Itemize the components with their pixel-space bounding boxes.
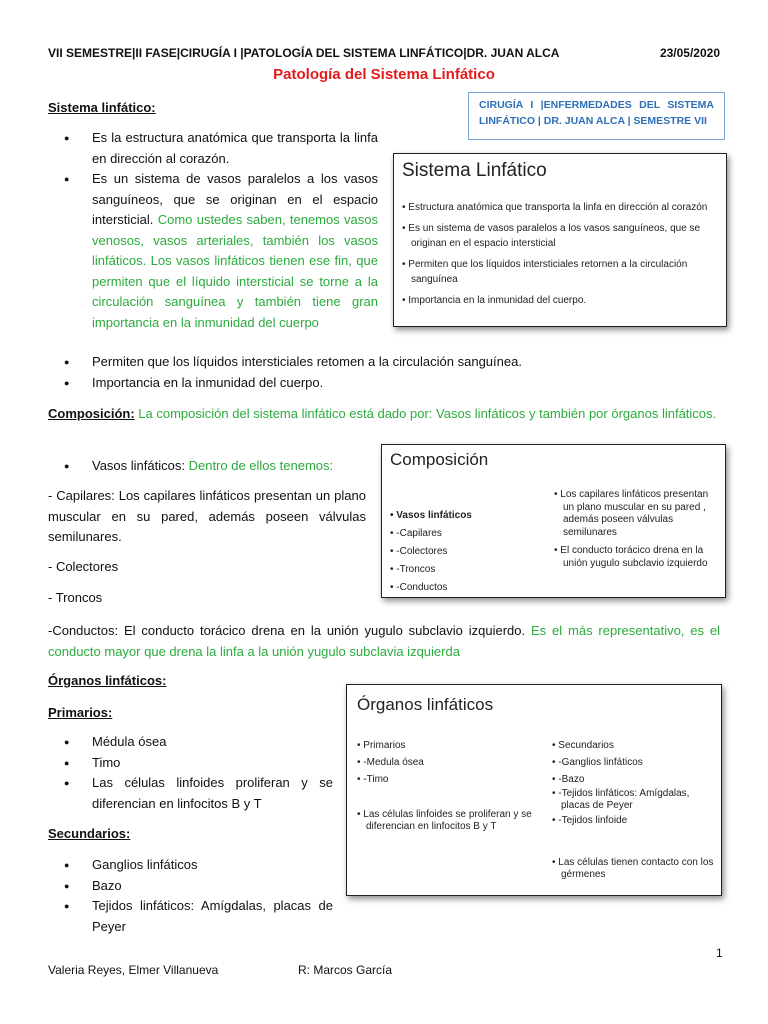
slide-title: Sistema Linfático xyxy=(402,160,547,181)
section-heading-composicion: Composición: xyxy=(48,406,135,421)
slide-item: • Importancia en la inmunidad del cuerpo. xyxy=(402,295,587,306)
slide-item: • -Tejidos linfoide xyxy=(552,815,628,826)
bullet-icon: ● xyxy=(64,377,70,388)
slide-left-list xyxy=(357,737,537,788)
slide-item: • Es un sistema de vasos paralelos a los vasos sanguíneos, que se originan en el espacio intersticial xyxy=(402,223,701,249)
page-number: 1 xyxy=(716,946,723,960)
slide-title: Composición xyxy=(390,450,489,469)
list-item: ● Vasos linfáticos: Dentro de ellos tenemos: xyxy=(48,456,368,477)
slide-item: • Las células tienen contacto con los gérmenes xyxy=(552,857,714,880)
slide-item: • -Capilares xyxy=(390,528,442,539)
slide-composicion xyxy=(381,444,726,598)
slide-item: • -Timo xyxy=(357,774,389,785)
list-item: ● Timo xyxy=(48,753,333,774)
list-item: ● Ganglios linfáticos xyxy=(48,855,333,876)
bullet-icon: ● xyxy=(64,757,70,768)
bullet-icon: ● xyxy=(64,737,70,747)
composicion-intro: Composición: La composición del sistema linfático está dado por: Vasos linfáticos y también por órganos linfáticos. xyxy=(48,406,717,421)
slide-left-extra xyxy=(357,809,545,833)
capilares-text: - Capilares: Los capilares linfáticos presentan un plano muscular en su pared, además poseen válvulas semilunares. xyxy=(48,488,366,544)
slide-item: • El conducto torácico drena en la unión yugulo subclavio izquierdo xyxy=(554,545,708,569)
slide-item: • -Bazo xyxy=(552,774,585,785)
slide-right-extra xyxy=(552,857,717,881)
primarios-heading: Primarios: xyxy=(48,705,113,720)
slide-list xyxy=(402,200,718,308)
footer-authors: Valeria Reyes, Elmer Villanueva xyxy=(48,963,219,977)
secundarios-list xyxy=(48,855,333,937)
vasos-bullet xyxy=(48,456,368,477)
slide-title: Órganos linfáticos xyxy=(357,695,494,714)
list-item: ● Importancia en la inmunidad del cuerpo. xyxy=(48,373,728,394)
troncos-text: - Troncos xyxy=(48,590,103,605)
bullet-icon: ● xyxy=(64,133,70,143)
slide-item: • -Medula ósea xyxy=(357,757,424,768)
slide-item: • -Tejidos linfáticos: Amígdalas, placas de Peyer xyxy=(552,788,690,811)
list-item: ● Es un sistema de vasos paralelos a los vasos sanguíneos, que se originan en el espacio intersticial. Como ustedes saben, tenemos vasos venosos, vasos arteriales, también los vasos linfáticos. Los vasos linfáticos tienen ese fin, que permiten que el líquido intersticial se torne a la circulación sanguínea y también tiene gran importancia en la inmunidad del cuerpo xyxy=(64,171,378,330)
slide-item: • -Ganglios linfáticos xyxy=(552,757,643,768)
list-item: ● Las células linfoides proliferan y se diferencian en linfocitos B y T xyxy=(64,775,333,811)
list-item: ● Tejidos linfáticos: Amígdalas, placas de Peyer xyxy=(64,898,333,934)
bullet-icon: ● xyxy=(64,901,70,911)
sistema-bullets-bottom xyxy=(48,352,728,393)
slide-item: • Los capilares linfáticos presentan un plano muscular en su pared , además poseen válvulas semilunares xyxy=(554,489,709,538)
slide-item: • -Troncos xyxy=(390,564,436,575)
slide-item: • Secundarios xyxy=(552,740,614,751)
slide-sistema-linfatico xyxy=(393,153,727,327)
slide-organos-linfaticos xyxy=(346,684,722,896)
slide-left-list xyxy=(390,507,540,597)
list-item: ● Es la estructura anatómica que transporta la linfa en dirección al corazón. xyxy=(64,130,378,166)
secundarios-heading: Secundarios: xyxy=(48,826,131,841)
slide-right-list xyxy=(554,489,714,570)
conductos-text: -Conductos: El conducto torácico drena en la unión yugulo subclavio izquierdo. Es el más representativo, es el conducto mayor que drena la linfa a la unión yugulo subclavia izquierda xyxy=(48,623,721,659)
slide-item: • -Colectores xyxy=(390,546,448,557)
slide-item: • Primarios xyxy=(357,740,406,751)
document-header xyxy=(48,46,720,60)
info-box: CIRUGÍA I |ENFERMEDADES DEL SISTEMA LINFÁTICO | DR. JUAN ALCA | SEMESTRE VII xyxy=(468,92,725,140)
colectores-text: - Colectores xyxy=(48,559,119,574)
slide-item: • Estructura anatómica que transporta la linfa en dirección al corazón xyxy=(402,202,708,213)
slide-item: • Vasos linfáticos xyxy=(390,510,472,521)
section-heading-sistema: Sistema linfático: xyxy=(48,100,156,115)
slide-item: • Las células linfoides se proliferan y se diferencian en linfocitos B y T xyxy=(357,809,532,832)
sistema-bullets-top xyxy=(48,128,378,333)
bullet-icon: ● xyxy=(64,174,70,184)
section-heading-organos: Órganos linfáticos: xyxy=(48,673,167,688)
header-course: VII SEMESTRE|II FASE|CIRUGÍA I |PATOLOGÍA DEL SISTEMA LINFÁTICO|DR. JUAN ALCA xyxy=(48,46,560,60)
header-date: 23/05/2020 xyxy=(659,46,720,60)
bullet-icon: ● xyxy=(64,778,70,788)
page-title: Patología del Sistema Linfático xyxy=(273,66,495,83)
list-item: ● Permiten que los líquidos intersticiales retomen a la circulación sanguínea. xyxy=(48,352,728,373)
bullet-icon: ● xyxy=(64,860,70,870)
list-item: ● Bazo xyxy=(48,876,333,897)
slide-right-list xyxy=(552,737,717,829)
slide-item: • Permiten que los líquidos intersticiales retornen a la circulación sanguínea xyxy=(402,259,688,285)
bullet-icon: ● xyxy=(64,880,70,891)
slide-item: • -Conductos xyxy=(390,582,448,593)
bullet-icon: ● xyxy=(64,357,70,367)
primarios-list xyxy=(48,732,333,814)
bullet-icon: ● xyxy=(64,461,70,471)
footer-reviewer: R: Marcos García xyxy=(298,963,393,977)
list-item: ● Médula ósea xyxy=(48,732,333,753)
